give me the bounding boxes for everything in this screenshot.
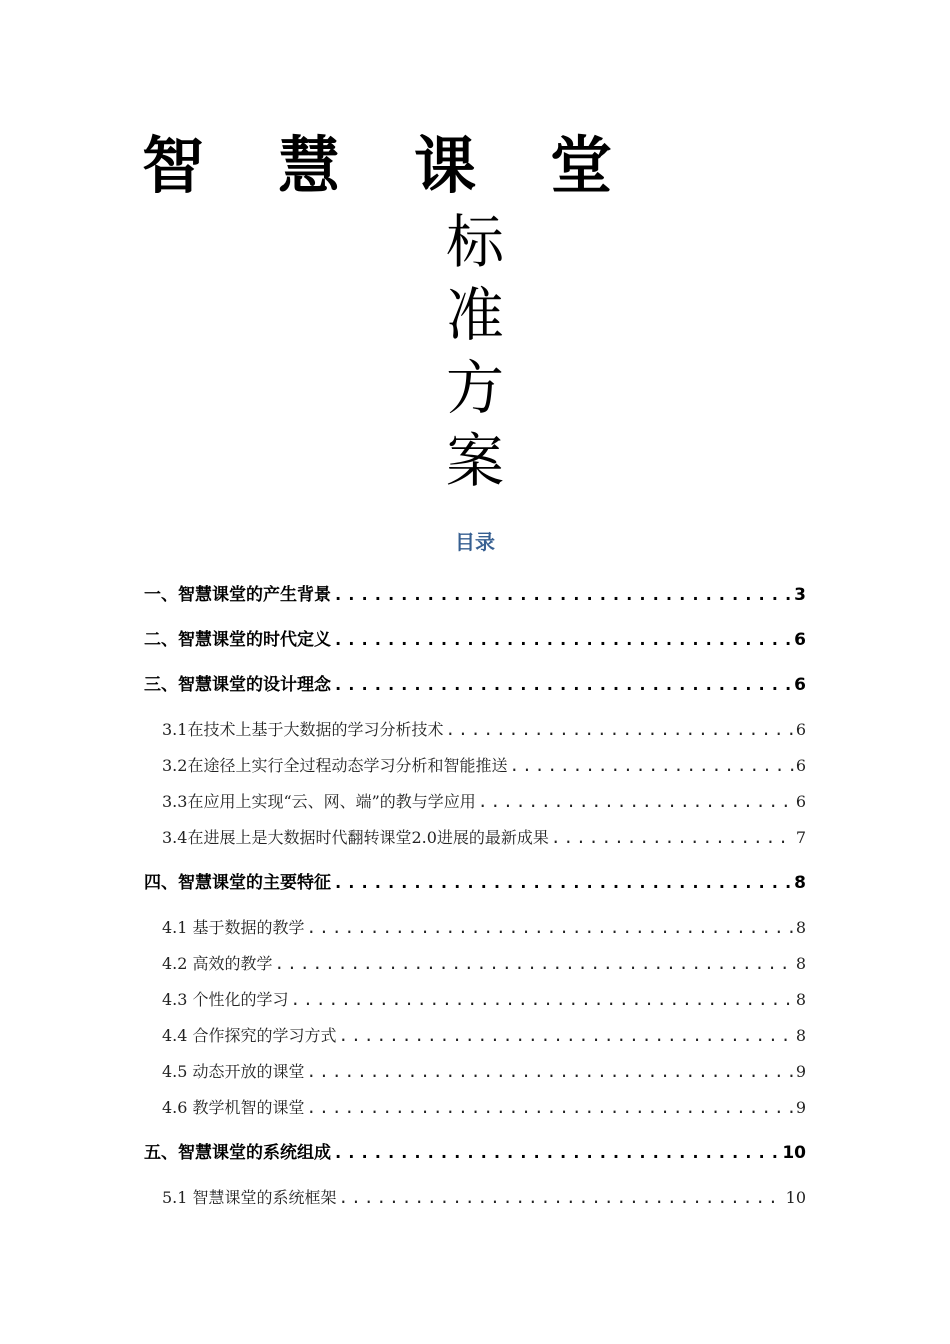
toc-entry-label: 3.2在途径上实行全过程动态学习分析和智能推送	[162, 756, 508, 775]
title-line-1	[142, 128, 612, 204]
toc-leader-dots	[509, 753, 793, 779]
toc-leader-dots	[333, 1140, 780, 1166]
title-char: 准	[445, 281, 504, 349]
toc-entry-page: 9	[795, 1098, 806, 1117]
toc-leader-dots	[291, 987, 794, 1013]
toc-entry-label: 3.3在应用上实现“云、网、端”的教与学应用	[162, 792, 476, 811]
toc-entry[interactable]	[162, 915, 806, 941]
toc-entry-label: 一、智慧课堂的产生背景	[144, 585, 331, 605]
toc-entry[interactable]	[162, 1059, 806, 1085]
toc-entry-label: 4.4 合作探究的学习方式	[162, 1026, 337, 1045]
toc-entry[interactable]	[162, 951, 806, 977]
toc-entry[interactable]	[162, 987, 806, 1013]
toc-leader-dots	[333, 672, 792, 698]
toc-entry-page: 3	[794, 585, 806, 605]
toc-leader-dots	[445, 717, 793, 743]
toc-entry-label: 4.1 基于数据的教学	[162, 918, 305, 937]
toc-entry-page: 6	[795, 756, 806, 775]
toc-leader-dots	[307, 1059, 794, 1085]
title-char: 方	[445, 354, 504, 422]
toc-entry-page: 8	[795, 990, 806, 1009]
title-vertical	[440, 206, 510, 498]
toc-entry-page: 6	[795, 792, 806, 811]
toc-entry-page: 6	[795, 720, 806, 739]
toc-entry-label: 4.6 教学机智的课堂	[162, 1098, 305, 1117]
toc-entry-page: 8	[795, 954, 806, 973]
toc-leader-dots	[275, 951, 794, 977]
toc-leader-dots	[551, 825, 794, 851]
toc-entry-label: 4.3 个性化的学习	[162, 990, 289, 1009]
title-char: 慧	[277, 129, 340, 202]
toc-entry-page: 9	[795, 1062, 806, 1081]
toc-entry[interactable]	[162, 1023, 806, 1049]
toc-leader-dots	[478, 789, 794, 815]
title-char: 标	[445, 208, 504, 276]
toc-entry[interactable]	[144, 1140, 806, 1166]
title-char: 堂	[549, 129, 612, 202]
toc-entry-label: 四、智慧课堂的主要特征	[144, 873, 331, 893]
toc-entry[interactable]	[162, 1185, 806, 1211]
toc-leader-dots	[339, 1023, 794, 1049]
toc-entry-label: 三、智慧课堂的设计理念	[144, 675, 331, 695]
toc-entry-page: 6	[794, 675, 806, 695]
toc-entry-label: 3.1在技术上基于大数据的学习分析技术	[162, 720, 444, 739]
title-char: 课	[413, 129, 476, 202]
toc-entry[interactable]	[162, 825, 806, 851]
toc-entry-label: 4.5 动态开放的课堂	[162, 1062, 305, 1081]
toc-entry-label: 5.1 智慧课堂的系统框架	[162, 1188, 337, 1207]
toc-entry-page: 10	[785, 1188, 806, 1207]
toc-entry-page: 8	[795, 1026, 806, 1045]
toc-entry-label: 3.4在进展上是大数据时代翻转课堂2.0进展的最新成果	[162, 828, 549, 847]
toc-entry-label: 五、智慧课堂的系统组成	[144, 1143, 331, 1163]
toc-leader-dots	[307, 1095, 794, 1121]
toc-entry-label: 4.2 高效的教学	[162, 954, 273, 973]
toc-entry[interactable]	[162, 753, 806, 779]
toc-entry-page: 8	[795, 918, 806, 937]
toc-entry[interactable]	[144, 627, 806, 653]
toc-entry[interactable]	[144, 870, 806, 896]
toc-entry-page: 7	[795, 828, 806, 847]
toc-entry-page: 10	[782, 1143, 806, 1163]
toc-entry[interactable]	[162, 717, 806, 743]
toc-entry[interactable]	[144, 672, 806, 698]
toc-leader-dots	[339, 1185, 784, 1211]
toc-leader-dots	[333, 870, 792, 896]
toc-heading: 目录	[455, 530, 495, 554]
toc-entry[interactable]	[162, 789, 806, 815]
toc-entry[interactable]	[162, 1095, 806, 1121]
toc-leader-dots	[307, 915, 794, 941]
toc-leader-dots	[333, 627, 792, 653]
toc-entry-page: 8	[794, 873, 806, 893]
toc-entry-label: 二、智慧课堂的时代定义	[144, 630, 331, 650]
toc-entry[interactable]	[144, 582, 806, 608]
title-char: 案	[445, 427, 504, 495]
toc-entry-page: 6	[794, 630, 806, 650]
toc-leader-dots	[333, 582, 792, 608]
title-char: 智	[142, 129, 205, 202]
